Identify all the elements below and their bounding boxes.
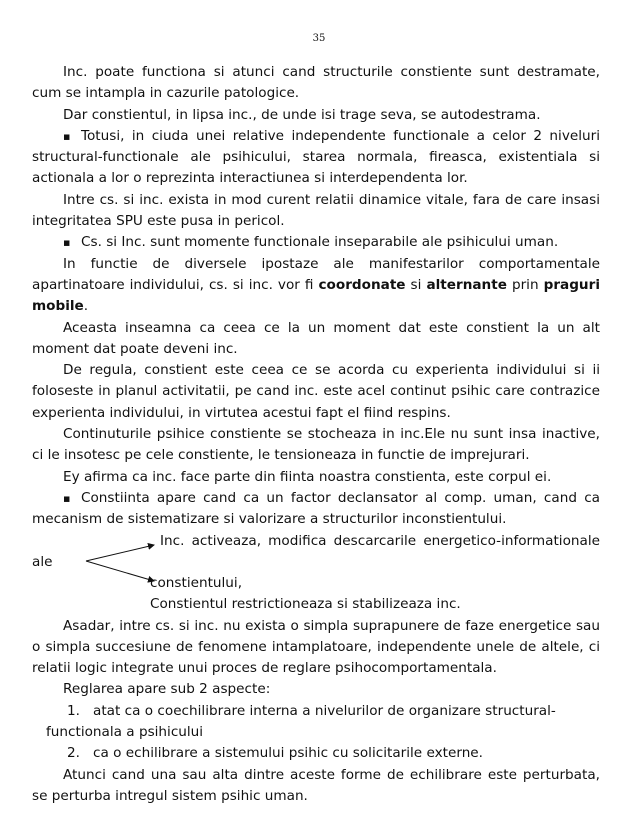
paragraph: Atunci cand una sau alta dintre aceste forme de echilibrare este perturbata, se perturba intregul sistem psihic uman.	[32, 766, 600, 804]
arrow-down-icon	[86, 561, 154, 581]
diagram-line: ale	[32, 553, 53, 570]
page-body	[32, 62, 600, 807]
paragraph: Inc. poate functiona si atunci cand structurile constiente sunt destramate, cum se intampla in cazurile patologice.	[32, 64, 600, 102]
paragraph: De regula, constient este ceea ce se acorda cu experienta individului si ii foloseste in planul activitatii, pe cand inc. este acel continut psihic care contrazice experienta individului, in virtutea acestui fapt el fiind respins.	[32, 362, 600, 421]
paragraph: Intre cs. si inc. exista in mod curent relatii dinamice vitale, fara de care insasi integritatea SPU este pusa in pericol.	[32, 191, 600, 230]
paragraph: Ey afirma ca inc. face parte din fiinta noastra constienta, este corpul ei.	[63, 468, 552, 485]
diagram-line: constientului,	[150, 574, 243, 591]
paragraph: Reglarea apare sub 2 aspecte:	[63, 681, 271, 698]
paragraph-text: si	[405, 276, 427, 293]
bold-term-coordonate: coordonate	[318, 276, 406, 293]
bullet-icon: ▪	[63, 129, 71, 143]
bullet-paragraph	[32, 488, 600, 531]
list-number: 2.	[67, 745, 80, 762]
diagram-line: Constientul restrictioneaza si stabilizeaza inc.	[150, 595, 461, 612]
list-item-text: atat ca o coechilibrare interna a nivelurilor de organizare structural-	[93, 702, 556, 719]
bold-term-praguri-mobile: praguri mobile	[32, 276, 600, 315]
list-item-text: ca o echilibrare a sistemului psihic cu solicitarile externe.	[93, 745, 483, 762]
paragraph-text: In functie de diversele ipostaze ale manifestarilor comportamentale apartinatoare individului, cs. si inc. vor fi	[32, 255, 600, 293]
bold-term-alternante: alternante	[426, 276, 507, 293]
bullet-icon: ▪	[63, 236, 71, 250]
list-number: 1.	[67, 702, 80, 719]
paragraph: Continuturile psihice constiente se stocheaza in inc.Ele nu sunt insa inactive, ci le insotesc pe cele constiente, le tensioneaza in functie de imprejurari.	[32, 426, 600, 464]
list-item-continuation: functionala a psihicului	[46, 724, 204, 741]
bullet-icon: ▪	[63, 491, 71, 505]
bullet-paragraph	[32, 232, 600, 253]
list-item	[32, 701, 600, 722]
diagram-line: Inc. activeaza, modifica descarcarile energetico-informationale	[160, 532, 600, 549]
paragraph	[32, 254, 600, 318]
list-item	[32, 743, 600, 764]
paragraph: Dar constientul, in lipsa inc., de unde isi trage seva, se autodestrama.	[63, 106, 541, 123]
bullet-paragraph	[32, 126, 600, 190]
paragraph-text: Constiinta apare cand ca un factor declansator al comp. uman, cand ca mecanism de sistematizare si valorizare a structurilor inconstientului.	[32, 489, 600, 528]
arrow-up-icon	[86, 545, 154, 561]
paragraph-text: Totusi, in ciuda unei relative independente functionale a celor 2 niveluri structural-functionale ale psihicului, starea normala, fireasca, existentiala si actionala a lor o reprezinta interactiunea si interdependenta lor.	[32, 127, 600, 187]
page-number: 35	[312, 33, 326, 44]
paragraph-text: prin	[506, 276, 544, 293]
paragraph-text: .	[83, 298, 89, 315]
paragraph: Asadar, intre cs. si inc. nu exista o simpla suprapunere de faze energetice sau o simpla succesiune de fenomene intamplatoare, independente unele de altele, ci relatii logic integrate unui proces de reglare psihocomportamentala.	[32, 617, 600, 677]
paragraph: Aceasta inseamna ca ceea ce la un moment dat este constient la un alt moment dat poate deveni inc.	[32, 319, 600, 357]
paragraph-text: Cs. si Inc. sunt momente functionale inseparabile ale psihicului uman.	[81, 234, 559, 251]
arrow-diagram	[32, 531, 600, 616]
